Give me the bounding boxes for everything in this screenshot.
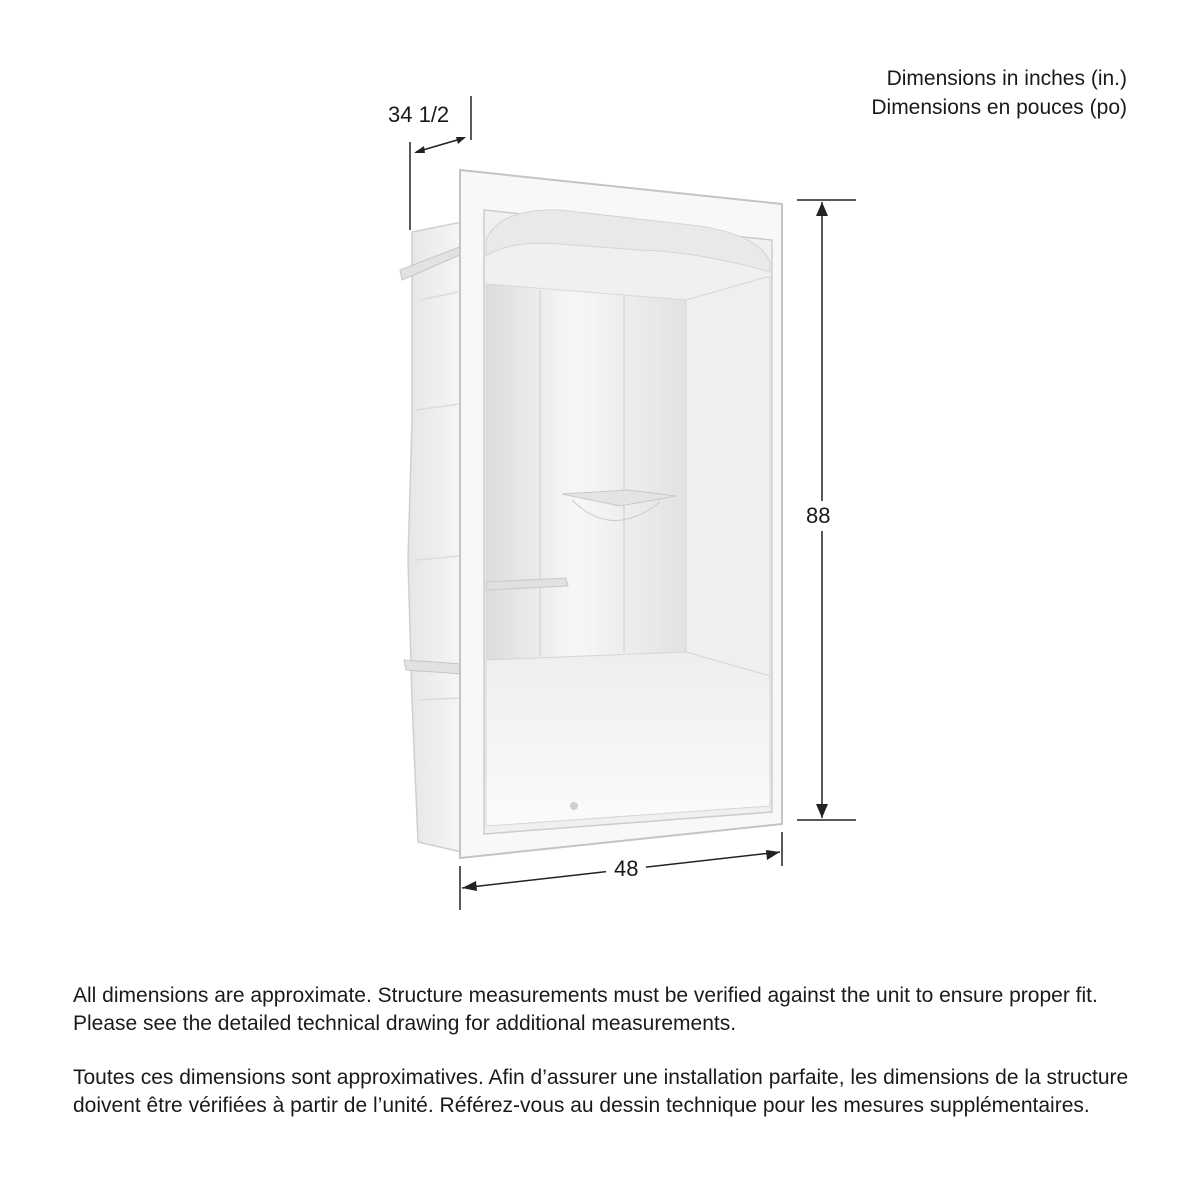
- units-label-french: Dimensions en pouces (po): [871, 96, 1127, 119]
- disclaimer-english: All dimensions are approximate. Structure measurements must be verified against the unit to ensure proper fit. Please see the detailed technical drawing for additional measurements.: [73, 984, 1098, 1035]
- units-label-english: Dimensions in inches (in.): [886, 67, 1127, 90]
- height-dimension-label: 88: [806, 501, 830, 531]
- disclaimer-french: Toutes ces dimensions sont approximatives. Afin d’assurer une installation parfaite, les dimensions de la structure doivent être vérifiées à partir de l’unité. Référez-vous au dessin technique pour les mesures supplémentaires.: [73, 1066, 1129, 1117]
- depth-dimension-label: 34 1/2: [388, 102, 450, 127]
- disclaimer-notes: [73, 982, 1133, 1146]
- width-dimension-label: 48: [606, 856, 646, 882]
- unit-side-panel: [400, 222, 462, 852]
- unit-interior: [484, 210, 772, 834]
